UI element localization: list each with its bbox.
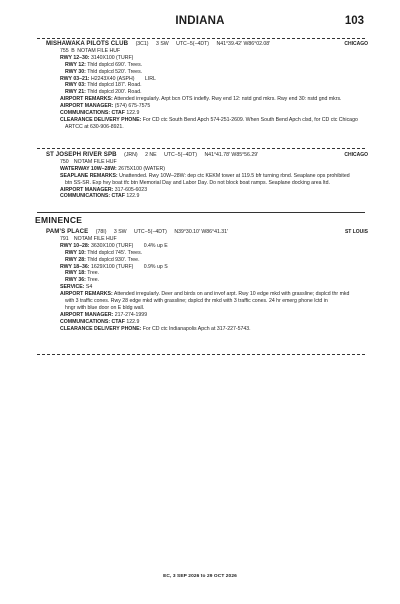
entry-detail-line: [46, 305, 368, 312]
entry-detail-line: [46, 250, 368, 257]
page-header: [0, 15, 400, 31]
entry-detail-line: [46, 270, 368, 277]
field-key: COMMUNICATIONS: CTAF: [60, 318, 125, 325]
airport-heading: [46, 41, 368, 48]
airport-entry-pams-place: [46, 229, 368, 333]
airport-location: 3 SW: [113, 229, 127, 235]
entry-detail-line: [46, 110, 368, 117]
entry-detail-line: [46, 180, 368, 187]
airport-entry-st-joseph: [46, 152, 368, 200]
entry-detail-line: [46, 291, 368, 298]
field-value: 122.9: [124, 193, 140, 200]
entry-detail-line: [46, 103, 368, 110]
airport-name: MISHAWAKA PILOTS CLUB: [46, 40, 129, 47]
field-value: 3140X100 (TURF): [89, 54, 134, 61]
field-value: For CD ctc Indianapolis Apch at 317-227-5743.: [141, 325, 251, 332]
field-key: AIRPORT REMARKS:: [60, 291, 113, 298]
airport-heading: [46, 152, 368, 159]
entry-detail-line: [46, 96, 368, 103]
entry-detail-line: [46, 298, 368, 305]
entry-detail-line: [46, 193, 368, 200]
field-value: Thld dsplcd 520′. Trees.: [85, 68, 143, 75]
elevation-line: 750 NOTAM FILE HUF: [60, 158, 117, 165]
field-value: (574) 675-7575: [113, 103, 151, 110]
field-key: RWY 18:: [65, 270, 86, 277]
field-value: 122.9: [124, 318, 140, 325]
airport-utc: UTC−5(−4DT): [164, 152, 197, 158]
entry-detail-line: [46, 187, 368, 194]
entry-detail-line: [46, 89, 368, 96]
airport-coords: N39°30.10′ W86°41.31′: [174, 229, 229, 235]
field-key: RWY 03:: [65, 82, 86, 89]
airport-location: 3 SW: [156, 41, 169, 47]
field-value: Unattended. Rwy 10W–28W: dep ctc KEKM tower at 119.5 bfr turning rbnd. Seaplane ops prohibited: [117, 172, 350, 179]
region-label: CHICAGO: [344, 41, 368, 47]
field-key: RWY 10–28:: [60, 242, 90, 249]
airport-name: ST JOSEPH RIVER SPB: [46, 151, 117, 158]
entry-detail-line: [46, 264, 368, 271]
entry-detail-line: [46, 62, 368, 69]
field-value: H2243X40 (ASPH) LIRL: [89, 75, 156, 82]
airport-entry-mishawaka: [46, 41, 368, 131]
elevation-line: 791 NOTAM FILE HUF: [60, 235, 117, 242]
entry-detail-line: [46, 76, 368, 83]
airport-coords: N41°41.78′ W85°56.29′: [204, 152, 259, 158]
airport-utc: UTC−5(−4DT): [176, 41, 210, 47]
airport-heading: [46, 229, 368, 236]
field-value: Thld dsplcd 930′. Tree.: [85, 256, 140, 263]
field-value: Tree.: [85, 270, 100, 277]
divider-dashed: [37, 354, 365, 355]
entry-detail-line: [46, 82, 368, 89]
airport-ident: (JRN): [124, 152, 138, 158]
field-key: CLEARANCE DELIVERY PHONE:: [60, 116, 142, 123]
field-key: RWY 12:: [65, 61, 86, 68]
state-title: INDIANA: [175, 15, 225, 27]
field-key: COMMUNICATIONS: CTAF: [60, 193, 125, 200]
airport-ident: (3C1): [135, 41, 149, 47]
entry-detail-line: [46, 277, 368, 284]
field-value: Attended irregularly. Deer and birds on and invof arpt. Rwy 10 edge mkd with grassline; dsplcd thr mkd: [112, 291, 350, 298]
airport-coords: N41°39.42′ W86°02.08′: [216, 41, 271, 47]
field-key: AIRPORT MANAGER:: [60, 186, 114, 193]
city-heading: EMINENCE: [35, 215, 83, 225]
elevation-line: 755 B NOTAM FILE HUF: [60, 47, 121, 54]
entry-detail-line: [46, 173, 368, 180]
entry-detail-line: [46, 124, 368, 131]
entry-detail-line: [46, 257, 368, 264]
page-number: 103: [344, 15, 364, 27]
field-value: Thld dsplcd 745′. Trees.: [85, 249, 143, 256]
effective-dates: EC, 3 SEP 2026 to 29 OCT 2026: [163, 574, 237, 579]
divider-dashed: [37, 38, 365, 39]
field-key: RWY 36:: [65, 277, 86, 284]
field-value: Thld dsplcd 690′. Trees.: [85, 61, 143, 68]
field-value: 217-274-1999: [113, 311, 148, 318]
field-key: SEAPLANE REMARKS:: [60, 172, 118, 179]
field-key: RWY 10:: [65, 249, 86, 256]
field-key: AIRPORT MANAGER:: [60, 311, 114, 318]
field-key: RWY 03–21:: [60, 75, 90, 82]
field-value: btn SS-SR. Exp hvy boat tfc btn Memorial Day and Labor Day. Do not block boat ramps. Seaplane docking area ltd.: [65, 179, 330, 186]
entry-detail-line: [46, 312, 368, 319]
field-value: 1629X100 (TURF) 0.9% up S: [89, 263, 168, 270]
entry-detail-line: [46, 319, 368, 326]
divider-solid: [37, 212, 365, 213]
field-value: 3630X100 (TURF) 0.4% up E: [89, 242, 168, 249]
field-value: with 3 traffic cones. Rwy 28 edge mkd with grassline; dsplcd thr mkd with 3 traffic cones. 24 hr emerg phone lctd in: [65, 298, 328, 305]
airport-location: 2 NE: [145, 152, 157, 158]
field-value: 317-605-6023: [113, 186, 148, 193]
entry-detail-line: [46, 117, 368, 124]
field-value: Attended irregularly. Arpt bcn OTS indefly. Rwy end 12: nstd gnd mkrs. Rwy end 30: nstd gnd mkrs.: [112, 96, 342, 103]
airport-ident: (78I): [95, 229, 107, 235]
field-value: 122.9: [124, 110, 140, 117]
field-key: RWY 12–30:: [60, 54, 90, 61]
field-value: hngr with blue door on E bldg wall.: [65, 304, 145, 311]
field-key: SERVICE:: [60, 284, 85, 291]
entry-detail-line: [46, 166, 368, 173]
entry-detail-line: [46, 284, 368, 291]
field-value: For CD ctc South Bend Apch 574-251-2609. When South Bend Apch clsd, for CD ctc Chicago: [141, 116, 358, 123]
field-value: ARTCC at 630-906-8921.: [65, 123, 124, 130]
field-key: CLEARANCE DELIVERY PHONE:: [60, 325, 142, 332]
region-label: CHICAGO: [344, 152, 368, 158]
entry-detail-line: [46, 69, 368, 76]
field-key: AIRPORT MANAGER:: [60, 103, 114, 110]
field-value: Tree.: [85, 277, 100, 284]
entry-detail-line: [46, 55, 368, 62]
field-key: WATERWAY 10W–28W:: [60, 165, 117, 172]
region-label: ST LOUIS: [344, 229, 368, 235]
field-key: COMMUNICATIONS: CTAF: [60, 110, 125, 117]
field-value: Thld dsplcd 200′. Road.: [85, 89, 142, 96]
field-key: RWY 21:: [65, 89, 86, 96]
field-key: RWY 28:: [65, 256, 86, 263]
field-value: S4: [84, 284, 93, 291]
field-value: Thld dsplcd 187′. Road.: [85, 82, 142, 89]
field-value: 2675X100 (WATER): [116, 165, 165, 172]
divider-dashed: [37, 148, 365, 149]
field-key: RWY 18–36:: [60, 263, 90, 270]
field-key: AIRPORT REMARKS:: [60, 96, 113, 103]
field-key: RWY 30:: [65, 68, 86, 75]
entry-detail-line: [46, 243, 368, 250]
entry-detail-line: [46, 326, 368, 333]
airport-name: PAM’S PLACE: [46, 228, 89, 235]
airport-utc: UTC−5(−4DT): [134, 229, 167, 235]
